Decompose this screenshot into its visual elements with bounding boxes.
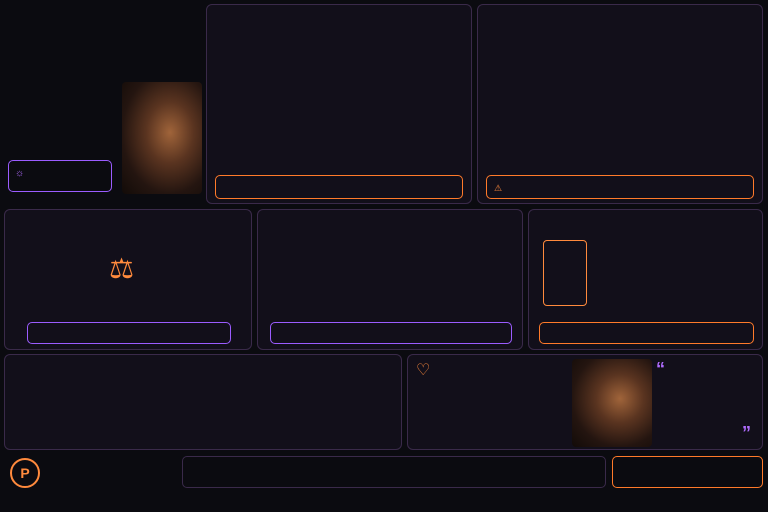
quote-open-icon: “ <box>656 359 665 379</box>
heart-icon: ♡ <box>416 362 431 379</box>
warning-icon: ⚠ <box>494 183 503 193</box>
effects-note <box>27 322 231 344</box>
lightbulb-icon: ☼ <box>15 168 25 179</box>
talk-panel <box>257 209 523 350</box>
couple-photo <box>122 82 202 194</box>
couple-photo-2 <box>572 359 652 447</box>
checklist-icon <box>543 240 587 306</box>
when-panel <box>477 4 763 204</box>
when-note <box>486 175 754 199</box>
self-check-note <box>539 322 754 344</box>
quote-close-icon: ” <box>742 423 751 443</box>
when-not-panel <box>206 4 472 204</box>
features-bar <box>182 456 606 488</box>
hero-key-note <box>8 160 112 192</box>
brand-logo-icon: P <box>10 458 40 488</box>
cta-box[interactable] <box>612 456 763 488</box>
scale-icon: ⚖ <box>109 253 135 284</box>
talk-note <box>270 322 512 344</box>
when-not-note <box>215 175 463 199</box>
lenyeg-panel <box>407 354 763 450</box>
self-check-panel <box>528 209 763 350</box>
effects-panel <box>4 209 252 350</box>
tips-panel <box>4 354 402 450</box>
